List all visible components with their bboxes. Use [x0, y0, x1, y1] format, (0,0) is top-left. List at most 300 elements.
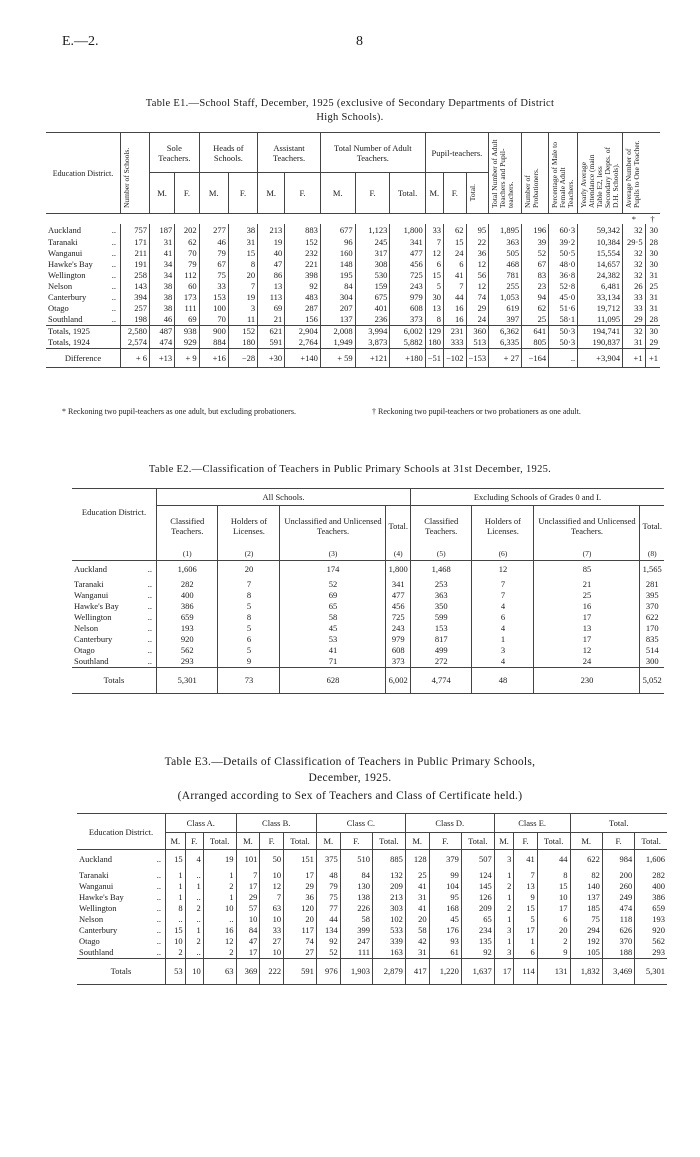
- table-cell: 8: [218, 612, 280, 623]
- row-label: Wellington ..: [79, 902, 161, 913]
- table-cell: 282: [635, 870, 667, 881]
- table-cell: 112: [175, 270, 199, 281]
- difference-row: [46, 349, 660, 368]
- table-cell: 137: [320, 314, 355, 326]
- table-cell: 483: [285, 292, 321, 303]
- table-row: [46, 270, 660, 281]
- table-cell: 386: [635, 892, 667, 903]
- table-cell: 10,384: [578, 237, 623, 248]
- table-cell: 5,882: [390, 337, 425, 349]
- table-cell: 499: [410, 645, 471, 656]
- table-cell: 105: [570, 947, 602, 959]
- table-cell: 5: [218, 601, 280, 612]
- table-cell: 47: [258, 259, 285, 270]
- table-cell: 1: [494, 936, 514, 947]
- table-cell: 65: [280, 601, 386, 612]
- table-cell: 102: [373, 914, 406, 925]
- table-cell: 62: [522, 303, 549, 314]
- table-cell: 69: [280, 590, 386, 601]
- table-cell: 188: [602, 947, 634, 959]
- table-cell: 677: [320, 224, 355, 237]
- row-label: Totals: [103, 674, 125, 685]
- table-cell: 65: [461, 914, 494, 925]
- table-e3-body: [77, 850, 667, 985]
- row-label: Totals, 1924: [48, 337, 90, 347]
- table-cell: 333: [444, 337, 467, 349]
- col-class-c: Class C.: [316, 814, 405, 833]
- table-cell: 2: [185, 936, 203, 947]
- table-cell: 180: [425, 337, 443, 349]
- table-cell: 126: [461, 892, 494, 903]
- table-cell: 7: [236, 870, 260, 881]
- table-cell: 15,554: [578, 248, 623, 259]
- table-cell: 193: [635, 914, 667, 925]
- table-cell: 73: [218, 667, 280, 693]
- table-cell: 113: [258, 292, 285, 303]
- table-cell: 1,606: [157, 561, 218, 579]
- table-cell: 45·0: [549, 292, 578, 303]
- table-row: [77, 870, 667, 881]
- table-cell: 185: [570, 903, 602, 914]
- table-cell: 95: [429, 892, 461, 903]
- table-cell: 373: [386, 656, 410, 668]
- table-cell: 25: [405, 870, 429, 881]
- table-cell: 984: [602, 850, 634, 870]
- table-e1-title: Table E1.—School Staff, December, 1925 (exclusive of Secondary Departments of District High Schools).: [145, 98, 555, 123]
- table-cell: 303: [373, 903, 406, 914]
- table-cell: 168: [429, 903, 461, 914]
- table-cell: 13: [514, 881, 537, 892]
- col-district: Education District.: [81, 507, 147, 517]
- table-row: [46, 292, 660, 303]
- table-cell: 137: [570, 892, 602, 903]
- table-cell: 31: [228, 237, 257, 248]
- col-probationers: Number of Probationers.: [522, 133, 549, 214]
- table-cell: 1: [185, 881, 203, 892]
- table-cell: 8: [218, 590, 280, 601]
- table-cell: 176: [429, 925, 461, 936]
- table-cell: 1,903: [340, 958, 372, 984]
- table-cell: 456: [386, 601, 410, 612]
- row-label: Hawke's Bay ..: [74, 600, 152, 611]
- table-cell: 6: [537, 914, 570, 925]
- table-e2: Education District. All Schools. Excluding Schools of Grades 0 and I. Classified Teachers. Holders of Licenses. Unclassified and Unlicensed Teachers. Total. Classified Teachers. Holders of Licenses. Unclassified and Unlicensed Teachers. Total. (1) (2) (3) (4) (5) (6) (7) (8) Auckland .. 1,606 20 174 1,800 1,468 12 85 1,565 Taranaki .. 282 7 52 341 253 7 21 281 Wanganui .. 400 8 69 477 363 7 25 395 Hawke's Bay .. 386 5 65 456 350 4 16 370 Wellington .. 659 8 58 725 599 6 17 622 Nelson .. 193 5 45 243 153 4 13 170 Canterbury .. 920 6 53 979 817 1 17 835 Otago .. 562 5 41 608 499 3 12 514 Southland .. 293 9 71 373 272 4 24 300 Totals 5,301 73 628 6,002 4,774 48 230 5,052: [72, 488, 664, 694]
- totals-row: [72, 667, 664, 693]
- table-cell: 92: [285, 281, 321, 292]
- sex-col: M.: [494, 833, 514, 850]
- table-cell: 1,606: [635, 850, 667, 870]
- table-cell: ..: [203, 914, 236, 925]
- table-cell: 1,565: [640, 561, 664, 579]
- table-cell: 16: [444, 314, 467, 326]
- table-cell: 2: [166, 947, 186, 959]
- table-cell: 226: [340, 903, 372, 914]
- table-row: [72, 590, 664, 601]
- table-cell: 900: [199, 326, 228, 338]
- col-class-b: Class B.: [236, 814, 316, 833]
- table-cell: 48: [472, 667, 534, 693]
- table-cell: 28: [645, 237, 660, 248]
- table-cell: 32: [623, 326, 646, 338]
- table-cell: 234: [461, 925, 494, 936]
- table-cell: 211: [121, 248, 150, 259]
- table-cell: 63: [260, 903, 284, 914]
- table-cell: 1: [203, 892, 236, 903]
- table-cell: 976: [316, 958, 340, 984]
- table-cell: 111: [175, 303, 199, 314]
- table-cell: 29: [236, 892, 260, 903]
- table-cell: 1,637: [461, 958, 494, 984]
- table-cell: 884: [199, 337, 228, 349]
- table-cell: 33: [260, 925, 284, 936]
- table-cell: 6: [444, 259, 467, 270]
- table-cell: 222: [260, 958, 284, 984]
- table-cell: 60·3: [549, 224, 578, 237]
- totals-row: [77, 958, 667, 984]
- table-cell: 8: [166, 903, 186, 914]
- table-cell: 20: [284, 914, 317, 925]
- table-cell: 19: [228, 292, 257, 303]
- table-cell: 26: [623, 281, 646, 292]
- table-row: [77, 892, 667, 903]
- col-total-adult: Total Number of Adult Teachers.: [320, 133, 425, 173]
- table-cell: 2: [494, 903, 514, 914]
- row-label: Totals: [110, 965, 132, 976]
- table-cell: 114: [514, 958, 537, 984]
- table-cell: 628: [280, 667, 386, 693]
- table-cell: 29: [645, 337, 660, 349]
- table-cell: 19: [203, 850, 236, 870]
- table-cell: 7: [228, 281, 257, 292]
- table-cell: 757: [121, 224, 150, 237]
- table-cell: 1,220: [429, 958, 461, 984]
- table-cell: 22: [466, 237, 489, 248]
- table-cell: 195: [320, 270, 355, 281]
- table-cell: 134: [316, 925, 340, 936]
- row-label: Totals, 1925: [48, 326, 90, 336]
- sex-col: F.: [340, 833, 372, 850]
- table-cell: 29: [623, 314, 646, 326]
- table-cell: 2,879: [373, 958, 406, 984]
- table-cell: 36: [466, 248, 489, 259]
- table-cell: 1,123: [355, 224, 390, 237]
- table-cell: 293: [157, 656, 218, 668]
- table-cell: 42: [405, 936, 429, 947]
- table-cell: 131: [537, 958, 570, 984]
- page-header: [62, 34, 660, 54]
- column-number: (2): [218, 546, 280, 561]
- table-cell: 317: [355, 248, 390, 259]
- table-cell: 487: [150, 326, 175, 338]
- table-row: [46, 314, 660, 326]
- table-row: [72, 634, 664, 645]
- table-cell: 128: [405, 850, 429, 870]
- table-cell: 152: [285, 237, 321, 248]
- table-cell: 39·2: [549, 237, 578, 248]
- table-cell: 145: [461, 881, 494, 892]
- table-cell: 3: [494, 850, 514, 870]
- table-cell: 243: [386, 623, 410, 634]
- table-cell: 1: [494, 914, 514, 925]
- sex-col: Total.: [537, 833, 570, 850]
- col-yearly-attendance: Yearly Average Attendance (main Table E2, less Secondary Depts. of D.H. Schools).: [578, 133, 623, 214]
- table-row: [72, 601, 664, 612]
- table-cell: 2,904: [285, 326, 321, 338]
- table-cell: 25: [534, 590, 640, 601]
- table-cell: 243: [390, 281, 425, 292]
- page-ref: E.—2.: [62, 34, 99, 49]
- table-cell: 48: [316, 870, 340, 881]
- table-cell: ..: [185, 892, 203, 903]
- table-cell: 21: [258, 314, 285, 326]
- table-row: [46, 237, 660, 248]
- table-cell: 52: [280, 579, 386, 590]
- table-cell: 5,301: [635, 958, 667, 984]
- table-cell: 38: [228, 224, 257, 237]
- table-cell: 562: [635, 936, 667, 947]
- table-cell: 120: [284, 903, 317, 914]
- table-cell: 608: [390, 303, 425, 314]
- table-row: [46, 224, 660, 237]
- table-cell: 3,994: [355, 326, 390, 338]
- table-cell: 11: [228, 314, 257, 326]
- table-cell: 33: [623, 303, 646, 314]
- table-cell: 13: [425, 303, 443, 314]
- table-cell: 6,002: [386, 667, 410, 693]
- table-cell: 92: [316, 936, 340, 947]
- table-cell: 213: [258, 224, 285, 237]
- row-label: Otago ..: [79, 935, 161, 946]
- table-cell: 104: [429, 881, 461, 892]
- table-cell: 19: [258, 237, 285, 248]
- table-cell: 23: [522, 281, 549, 292]
- row-label: Hawke's Bay ..: [79, 891, 161, 902]
- table-row: [46, 259, 660, 270]
- sex-col: M.: [405, 833, 429, 850]
- table-cell: 835: [640, 634, 664, 645]
- table-cell: 75: [316, 892, 340, 903]
- table-cell: 143: [121, 281, 150, 292]
- table-cell: 31: [645, 292, 660, 303]
- table-cell: −28: [228, 349, 257, 368]
- table-cell: 51·6: [549, 303, 578, 314]
- table-e3-title: Table E3.—Details of Classification of Teachers in Public Primary Schools, December, 1925. (Arranged according to Sex of Teachers and Class of Certificate held.): [40, 754, 660, 804]
- table-cell: 15: [166, 850, 186, 870]
- table-cell: 11,095: [578, 314, 623, 326]
- table-cell: 3: [494, 925, 514, 936]
- table-cell: 24: [444, 248, 467, 259]
- table-cell: 207: [320, 303, 355, 314]
- table-cell: 474: [602, 903, 634, 914]
- table-cell: 74: [284, 936, 317, 947]
- table-cell: 6: [514, 947, 537, 959]
- table-e2-title: Table E2.—Classification of Teachers in Public Primary Schools at 31st December, 1925.: [148, 464, 552, 475]
- table-cell: 10: [185, 958, 203, 984]
- row-label: Canterbury ..: [79, 924, 161, 935]
- table-cell: 30: [645, 224, 660, 237]
- sex-col: Total.: [461, 833, 494, 850]
- table-cell: 96: [320, 237, 355, 248]
- table-cell: 46: [150, 314, 175, 326]
- table-cell: 249: [602, 892, 634, 903]
- table-e2-body: [72, 561, 664, 694]
- table-cell: 6,481: [578, 281, 623, 292]
- column-number: (1): [157, 546, 218, 561]
- table-cell: 130: [340, 881, 372, 892]
- table-cell: 45: [429, 914, 461, 925]
- table-cell: 101: [236, 850, 260, 870]
- table-cell: 38: [150, 303, 175, 314]
- table-cell: + 59: [320, 349, 355, 368]
- table-cell: 10: [537, 892, 570, 903]
- table-cell: ..: [185, 914, 203, 925]
- table-cell: 929: [175, 337, 199, 349]
- table-row: [77, 925, 667, 936]
- table-cell: 151: [284, 850, 317, 870]
- table-cell: 7: [444, 281, 467, 292]
- table-cell: 725: [390, 270, 425, 281]
- table-cell: 15: [444, 237, 467, 248]
- table-cell: 58·1: [549, 314, 578, 326]
- table-cell: 41: [514, 850, 537, 870]
- table-cell: 34: [150, 270, 175, 281]
- table-cell: 31: [645, 270, 660, 281]
- table-cell: 36·8: [549, 270, 578, 281]
- table-cell: 341: [386, 579, 410, 590]
- table-cell: 398: [285, 270, 321, 281]
- table-cell: 209: [373, 881, 406, 892]
- table-cell: 25: [645, 281, 660, 292]
- table-cell: 56: [466, 270, 489, 281]
- table-cell: 3,469: [602, 958, 634, 984]
- table-cell: 95: [466, 224, 489, 237]
- table-cell: 30: [425, 292, 443, 303]
- table-cell: 33: [425, 224, 443, 237]
- table-cell: 505: [489, 248, 522, 259]
- table-cell: 63: [203, 958, 236, 984]
- table-cell: 14,657: [578, 259, 623, 270]
- table-cell: 477: [386, 590, 410, 601]
- table-cell: 339: [373, 936, 406, 947]
- col-class-e: Class E.: [494, 814, 570, 833]
- table-cell: 7: [472, 579, 534, 590]
- table-cell: 2,580: [121, 326, 150, 338]
- table-cell: 979: [386, 634, 410, 645]
- table-cell: 363: [489, 237, 522, 248]
- col-total: Total.: [570, 814, 667, 833]
- table-cell: 15: [425, 270, 443, 281]
- table-cell: 28: [645, 314, 660, 326]
- table-cell: 805: [522, 337, 549, 349]
- table-cell: 53: [280, 634, 386, 645]
- table-cell: 200: [602, 870, 634, 881]
- table-row: [72, 645, 664, 656]
- table-cell: 10: [203, 903, 236, 914]
- row-label: Nelson ..: [79, 913, 161, 924]
- table-cell: 36: [284, 892, 317, 903]
- table-cell: 71: [280, 656, 386, 668]
- table-cell: 12: [203, 936, 236, 947]
- table-cell: 33,134: [578, 292, 623, 303]
- table-cell: 456: [390, 259, 425, 270]
- table-cell: 293: [635, 947, 667, 959]
- table-cell: 29: [284, 881, 317, 892]
- table-cell: −51: [425, 349, 443, 368]
- totals-row: [46, 337, 660, 349]
- table-cell: 13: [534, 623, 640, 634]
- row-label: Nelson ..: [48, 281, 116, 291]
- table-cell: 32: [623, 259, 646, 270]
- table-row: [46, 248, 660, 259]
- table-cell: 44: [537, 850, 570, 870]
- sex-col: Total.: [373, 833, 406, 850]
- col-avg-pupils: Average Number of Pupils to One Teacher.: [623, 133, 660, 214]
- table-cell: 171: [121, 237, 150, 248]
- table-cell: 258: [121, 270, 150, 281]
- table-cell: 641: [522, 326, 549, 338]
- table-cell: 41: [405, 903, 429, 914]
- table-cell: 3: [494, 947, 514, 959]
- table-cell: 5: [425, 281, 443, 292]
- table-cell: +1: [645, 349, 660, 368]
- table-cell: 395: [640, 590, 664, 601]
- table-cell: 17: [236, 881, 260, 892]
- table-cell: 6: [425, 259, 443, 270]
- col-assistant: Assistant Teachers.: [258, 133, 321, 173]
- table-cell: 247: [340, 936, 372, 947]
- row-label: Nelson ..: [74, 622, 152, 633]
- table-cell: 31: [405, 947, 429, 959]
- table-cell: 2: [537, 936, 570, 947]
- table-cell: 232: [285, 248, 321, 259]
- table-cell: ..: [166, 914, 186, 925]
- table-cell: 79: [199, 248, 228, 259]
- table-cell: 619: [489, 303, 522, 314]
- table-cell: 153: [199, 292, 228, 303]
- table-cell: 79: [175, 259, 199, 270]
- table-cell: 180: [228, 337, 257, 349]
- table-cell: 510: [340, 850, 372, 870]
- table-cell: 17: [284, 870, 317, 881]
- table-cell: 394: [121, 292, 150, 303]
- table-cell: 308: [355, 259, 390, 270]
- table-cell: 7: [425, 237, 443, 248]
- table-cell: 6,362: [489, 326, 522, 338]
- table-cell: 230: [534, 667, 640, 693]
- table-cell: 1: [514, 936, 537, 947]
- table-row: [77, 903, 667, 914]
- table-cell: 196: [522, 224, 549, 237]
- table-cell: 60: [175, 281, 199, 292]
- table-cell: 513: [466, 337, 489, 349]
- table-cell: 400: [635, 881, 667, 892]
- table-row: [72, 656, 664, 668]
- table-cell: 50: [260, 850, 284, 870]
- column-number: (6): [472, 546, 534, 561]
- table-cell: 10: [260, 870, 284, 881]
- table-cell: 21: [534, 579, 640, 590]
- table-cell: 1,800: [386, 561, 410, 579]
- table-cell: 370: [602, 936, 634, 947]
- table-cell: 41: [444, 270, 467, 281]
- row-label: Wanganui ..: [79, 880, 161, 891]
- footnote-star: * Reckoning two pupil-teachers as one adult, but excluding probationers.: [62, 407, 296, 416]
- table-cell: 231: [444, 326, 467, 338]
- table-cell: +121: [355, 349, 390, 368]
- table-cell: 3,873: [355, 337, 390, 349]
- table-cell: 10: [260, 914, 284, 925]
- table-cell: +3,904: [578, 349, 623, 368]
